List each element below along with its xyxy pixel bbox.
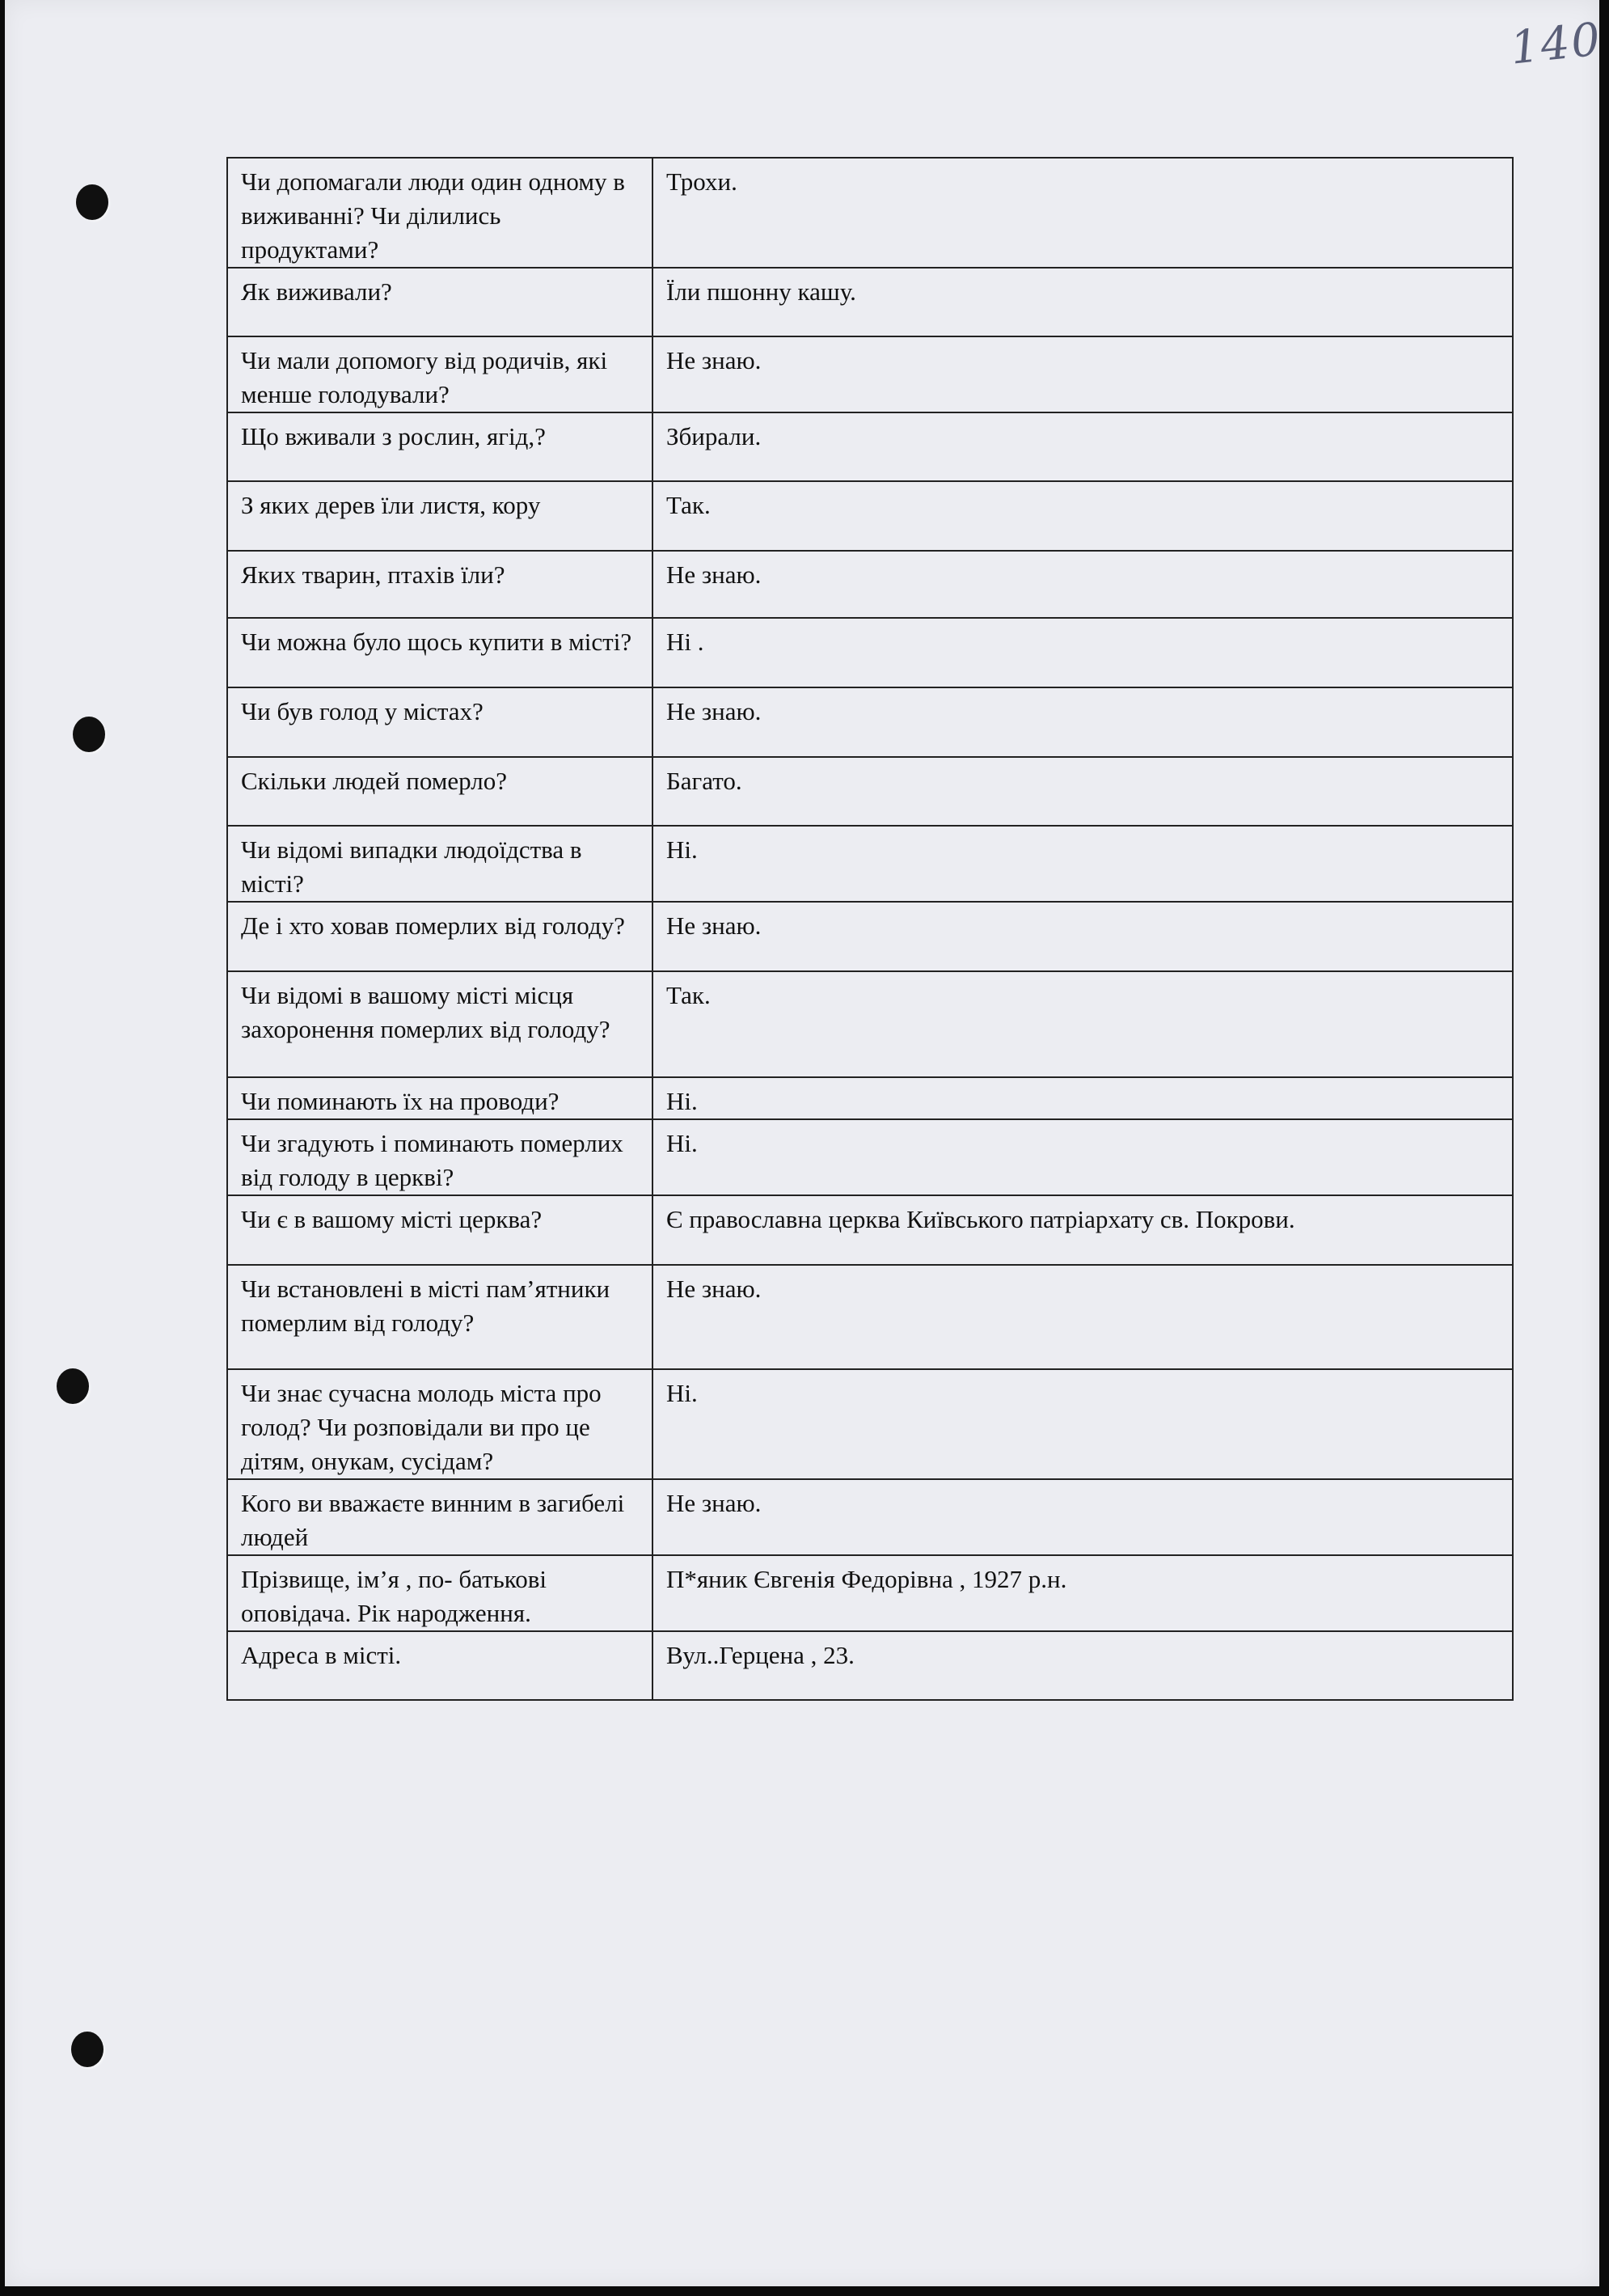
question-cell: Чи поминають їх на проводи? bbox=[227, 1077, 652, 1119]
answer-cell: Не знаю. bbox=[652, 1479, 1513, 1555]
table-row bbox=[227, 971, 1513, 1077]
table-row bbox=[227, 481, 1513, 551]
answer-cell: Збирали. bbox=[652, 412, 1513, 481]
answer-cell: Багато. bbox=[652, 757, 1513, 826]
table-row bbox=[227, 757, 1513, 826]
question-cell: Чи допомагали люди один одному в виживанні? Чи ділились продуктами? bbox=[227, 158, 652, 268]
question-cell: Чи встановлені в місті пам’ятники померлим від голоду? bbox=[227, 1265, 652, 1369]
table-row bbox=[227, 551, 1513, 618]
table-row bbox=[227, 902, 1513, 971]
question-cell: Чи можна було щось купити в місті? bbox=[227, 618, 652, 687]
question-cell: Яких тварин, птахів їли? bbox=[227, 551, 652, 618]
answer-cell: Так. bbox=[652, 971, 1513, 1077]
question-cell: Чи згадують і поминають померлих від голоду в церкві? bbox=[227, 1119, 652, 1195]
answer-cell: Не знаю. bbox=[652, 551, 1513, 618]
table-row bbox=[227, 412, 1513, 481]
question-cell: Як виживали? bbox=[227, 268, 652, 336]
table-row bbox=[227, 336, 1513, 412]
table-row bbox=[227, 1369, 1513, 1479]
question-cell: Що вживали з рослин, ягід,? bbox=[227, 412, 652, 481]
answer-cell: Ні . bbox=[652, 618, 1513, 687]
table-row bbox=[227, 1479, 1513, 1555]
question-cell: Чи відомі випадки людоїдства в місті? bbox=[227, 826, 652, 902]
answer-cell: Трохи. bbox=[652, 158, 1513, 268]
table-row bbox=[227, 1077, 1513, 1119]
punch-hole bbox=[71, 2032, 103, 2067]
question-cell: Чи мали допомогу від родичів, які менше голодували? bbox=[227, 336, 652, 412]
table-row bbox=[227, 826, 1513, 902]
answer-cell: Ні. bbox=[652, 1119, 1513, 1195]
answer-cell: Так. bbox=[652, 481, 1513, 551]
question-cell: Прізвище, ім’я , по- батькові оповідача. Рік народження. bbox=[227, 1555, 652, 1631]
question-cell: Чи відомі в вашому місті місця захоронення померлих від голоду? bbox=[227, 971, 652, 1077]
answer-cell: П*яник Євгенія Федорівна , 1927 р.н. bbox=[652, 1555, 1513, 1631]
page-number: 140 bbox=[1507, 13, 1604, 75]
table-row bbox=[227, 1265, 1513, 1369]
question-cell: Чи був голод у містах? bbox=[227, 687, 652, 757]
answer-cell: Є православна церква Київського патріархату св. Покрови. bbox=[652, 1195, 1513, 1265]
question-cell: Чи знає сучасна молодь міста про голод? Чи розповідали ви про це дітям, онукам, сусідам? bbox=[227, 1369, 652, 1479]
table-row bbox=[227, 1195, 1513, 1265]
answer-cell: Їли пшонну кашу. bbox=[652, 268, 1513, 336]
answer-cell: Не знаю. bbox=[652, 336, 1513, 412]
table-row bbox=[227, 1555, 1513, 1631]
answer-cell: Ні. bbox=[652, 1369, 1513, 1479]
document-page bbox=[5, 0, 1604, 2286]
questionnaire-table bbox=[226, 157, 1514, 1701]
answer-cell: Ні. bbox=[652, 826, 1513, 902]
question-cell: Скільки людей померло? bbox=[227, 757, 652, 826]
question-cell: Де і хто ховав померлих від голоду? bbox=[227, 902, 652, 971]
answer-cell: Ні. bbox=[652, 1077, 1513, 1119]
table-row bbox=[227, 1631, 1513, 1700]
punch-hole bbox=[73, 717, 105, 752]
table-row bbox=[227, 158, 1513, 268]
table-row bbox=[227, 1119, 1513, 1195]
answer-cell: Не знаю. bbox=[652, 902, 1513, 971]
punch-hole bbox=[76, 184, 108, 220]
table-row bbox=[227, 618, 1513, 687]
question-cell: З яких дерев їли листя, кору bbox=[227, 481, 652, 551]
question-cell: Кого ви вважаєте винним в загибелі людей bbox=[227, 1479, 652, 1555]
punch-hole bbox=[57, 1368, 89, 1404]
answer-cell: Не знаю. bbox=[652, 1265, 1513, 1369]
question-cell: Адреса в місті. bbox=[227, 1631, 652, 1700]
answer-cell: Вул..Герцена , 23. bbox=[652, 1631, 1513, 1700]
table-row bbox=[227, 268, 1513, 336]
answer-cell: Не знаю. bbox=[652, 687, 1513, 757]
question-cell: Чи є в вашому місті церква? bbox=[227, 1195, 652, 1265]
table-row bbox=[227, 687, 1513, 757]
